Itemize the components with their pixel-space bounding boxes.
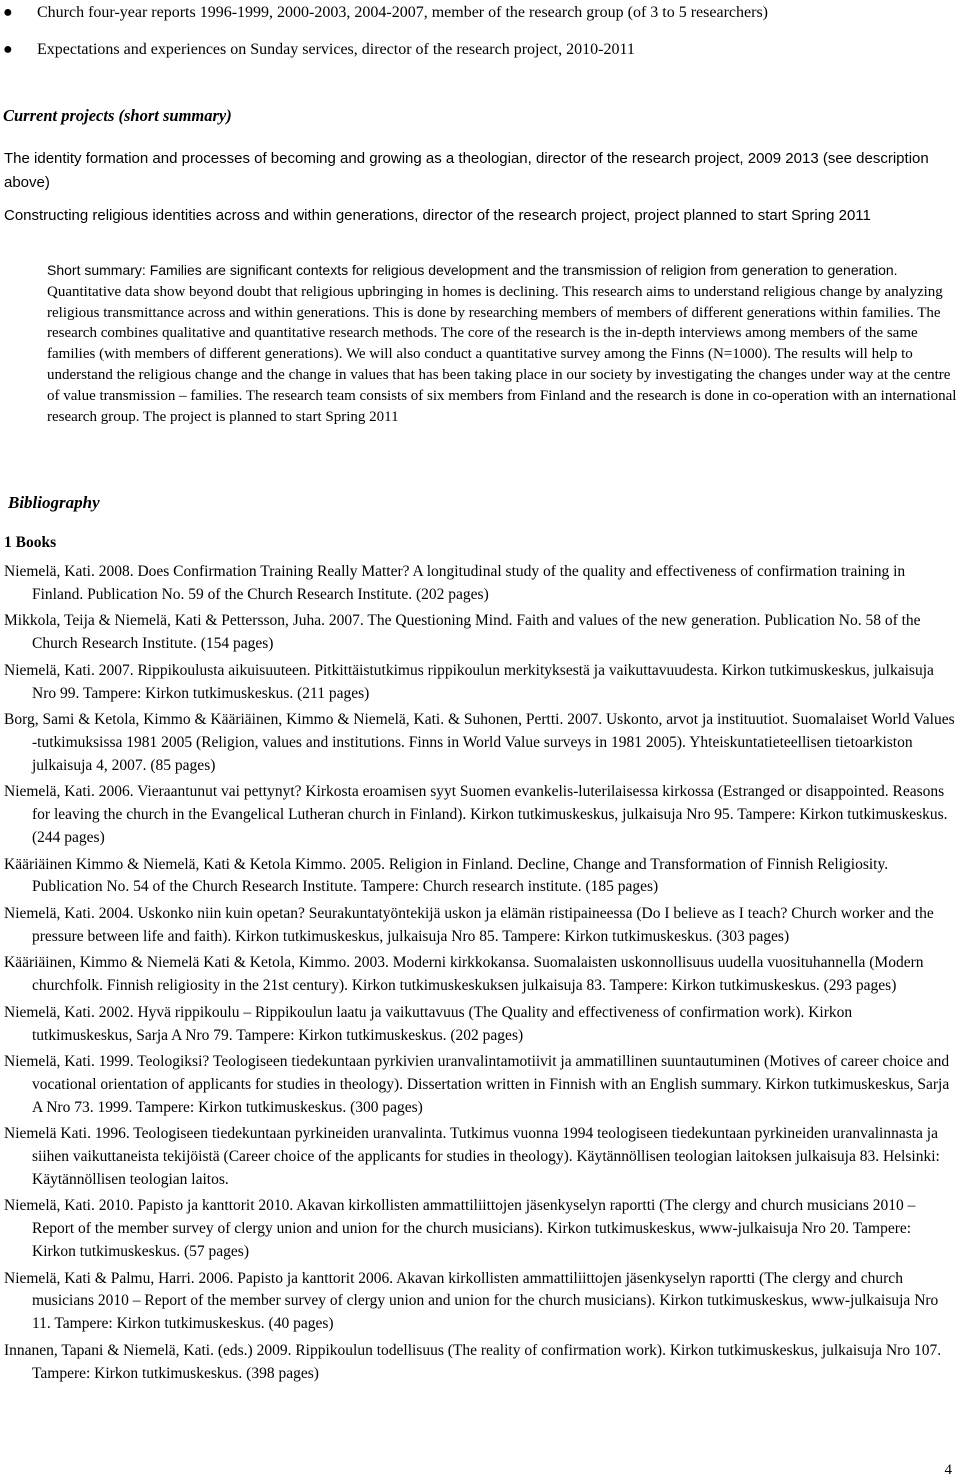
- bibliography-entry: Borg, Sami & Ketola, Kimmo & Kääriäinen, Kimmo & Niemelä, Kati. & Suhonen, Pertti. 2007. Uskonto, arvot ja instituutiot. Suomalaiset World Values -tutkimuksissa 1981 2005 (Religion, values and institutions. Finns in World Value surveys in 1981 2005). Yhteiskuntatieteellisen tietoarkiston julkaisuja 4, 2007. (85 pages): [4, 711, 955, 774]
- bibliography-entry: Niemelä, Kati. 2010. Papisto ja kanttorit 2010. Akavan kirkollisten ammattiliittojen jäsenkyselyn raportti (The clergy and church musicians 2010 – Report of the member survey of clergy union and union for the church musicians). Kirkon tutkimuskeskus, www-julkaisuja Nro 20. Tampere: Kirkon tutkimuskeskus. (57 pages): [4, 1197, 916, 1261]
- bibliography-entry: Kääriäinen Kimmo & Niemelä, Kati & Ketola Kimmo. 2005. Religion in Finland. Decline, Change and Transformation of Finnish Religiosity. Publication No. 54 of the Church Research Institute. Tampere: Church research institute. (185 pages): [4, 855, 889, 896]
- bibliography-entry: Niemelä, Kati. 2008. Does Confirmation Training Really Matter? A longitudinal study of the quality and effectiveness of confirmation training in Finland. Publication No. 59 of the Church Research Institute. (202 pages): [4, 563, 906, 603]
- bullet-list: [0, 2, 960, 76]
- bullet-item: [0, 2, 960, 23]
- bibliography-entry: Niemelä, Kati & Palmu, Harri. 2006. Papisto ja kanttorit 2006. Akavan kirkollisten ammattiliittojen jäsenkyselyn raportti (The clergy and church musicians 2010 – Report of the member survey of clergy union and union for the church musicians). Kirkon tutkimuskeskus, www-julkaisuja Nro 11. Tampere: Kirkon tutkimuskeskus. (40 pages): [4, 1269, 939, 1333]
- summary-body: Quantitative data show beyond doubt that religious upbringing in homes is declining. This research aims to understand religious change by analyzing religious transmittance across and within generations. This is done by researching members of members of different generations within families. The research combines qualitative and quantitative research methods. The core of the research is the in-depth interviews among members of the same families (with members of different generations). We will also conduct a quantitative survey among the Finns (N=1000). The results will help to understand the religious change and the change in values that has been taking place in our society by investigating the changes under way at the centre of value transmission – families. The research team consists of six members from Finland and the research is done in co-operation with an international research group. The project is planned to start Spring 2011: [47, 283, 957, 425]
- bibliography-entry: Innanen, Tapani & Niemelä, Kati. (eds.) 2009. Rippikoulun todellisuus (The reality of confirmation work). Kirkon tutkimuskeskus, julkaisuja Nro 107. Tampere: Kirkon tutkimuskeskus. (398 pages): [4, 1341, 942, 1382]
- project-summary: [47, 260, 957, 427]
- summary-lead: Short summary: Families are significant contexts for religious development and the transmission of religion from generation to generation.: [47, 262, 898, 278]
- bibliography-entry: Niemelä Kati. 1996. Teologiseen tiedekuntaan pyrkineiden uranvalinta. Tutkimus vuonna 1994 teologiseen tiedekuntaan pyrkineiden uranvalinnasta ja siihen vaikuttaneista tekijöistä (Career choice of the applicants for studies in theology). Käytännöllisen teologian laitoksen julkaisuja 83. Helsinki: Käytännöllisen teologian laitos.: [4, 1125, 940, 1188]
- books-subheading: 1 Books: [4, 534, 57, 551]
- project-description: Constructing religious identities across and within generations, director of the research project, project planned to start Spring 2011: [4, 207, 871, 224]
- bibliography-entry: Niemelä, Kati. 2007. Rippikoulusta aikuisuuteen. Pitkittäistutkimus rippikoulun merkityksestä ja vaikuttavuudesta. Kirkon tutkimuskeskus, julkaisuja Nro 99. Tampere: Kirkon tutkimuskeskus. (211 pages): [4, 661, 934, 702]
- bullet-item: [0, 39, 960, 60]
- bibliography-entry: Niemelä, Kati. 1999. Teologiksi? Teologiseen tiedekuntaan pyrkivien uranvalintamotiivit ja ammatillinen suuntautuminen (Motives of career choice and vocational orientation of applicants for studies in theology). Dissertation written in Finnish with an English summary. Kirkon tutkimuskeskus, Sarja A Nro 73. 1999. Tampere: Kirkon tutkimuskeskus. (300 pages): [4, 1053, 950, 1116]
- bullet-icon: ●: [3, 41, 13, 58]
- current-projects-heading: Current projects (short summary): [3, 106, 232, 125]
- bullet-text: Church four-year reports 1996-1999, 2000-2003, 2004-2007, member of the research group (of 3 to 5 researchers): [37, 4, 768, 21]
- bullet-text: Expectations and experiences on Sunday services, director of the research project, 2010-2011: [37, 41, 635, 58]
- page-number: 4: [944, 1462, 952, 1478]
- bibliography-entry: Niemelä, Kati. 2004. Uskonko niin kuin opetan? Seurakuntatyöntekijä uskon ja elämän ristipaineessa (Do I believe as I teach? Church worker and the pressure between life and faith). Kirkon tutkimuskeskus, julkaisuja Nro 85. Tampere: Kirkon tutkimuskeskus. (303 pages): [4, 904, 934, 945]
- bibliography-entry: Mikkola, Teija & Niemelä, Kati & Pettersson, Juha. 2007. The Questioning Mind. Faith and values of the new generation. Publication No. 58 of the Church Research Institute. (154 pages): [4, 612, 921, 653]
- bibliography-entry: Niemelä, Kati. 2006. Vieraantunut vai pettynyt? Kirkosta eroamisen syyt Suomen evankelis-luterilaisessa kirkossa (Estranged or disappointed. Reasons for leaving the church in the Evangelical Lutheran church in Finland). Kirkon tutkimuskeskus, julkaisuja Nro 95. Tampere: Kirkon tutkimuskeskus. (244 pages): [4, 783, 948, 846]
- bibliography-heading: Bibliography: [8, 493, 100, 512]
- bibliography-entry: Kääriäinen, Kimmo & Niemelä Kati & Ketola, Kimmo. 2003. Moderni kirkkokansa. Suomalaisten uskonnollisuus uudella vuosituhannella (Modern churchfolk. Finnish religiosity in the 21st century). Kirkon tutkimuskeskuksen julkaisuja 83. Tampere: Kirkon tutkimuskeskus. (293 pages): [4, 954, 924, 995]
- bibliography-entry: Niemelä, Kati. 2002. Hyvä rippikoulu – Rippikoulun laatu ja vaikuttavuus (The Quality and effectiveness of confirmation work). Kirkon tutkimuskeskus, Sarja A Nro 79. Tampere: Kirkon tutkimuskeskus. (202 pages): [4, 1003, 853, 1044]
- project-description: The identity formation and processes of becoming and growing as a theologian, director of the research project, 2009 2013 (see description above): [4, 150, 929, 191]
- bullet-icon: ●: [3, 4, 13, 21]
- bibliography-list: [4, 561, 956, 1389]
